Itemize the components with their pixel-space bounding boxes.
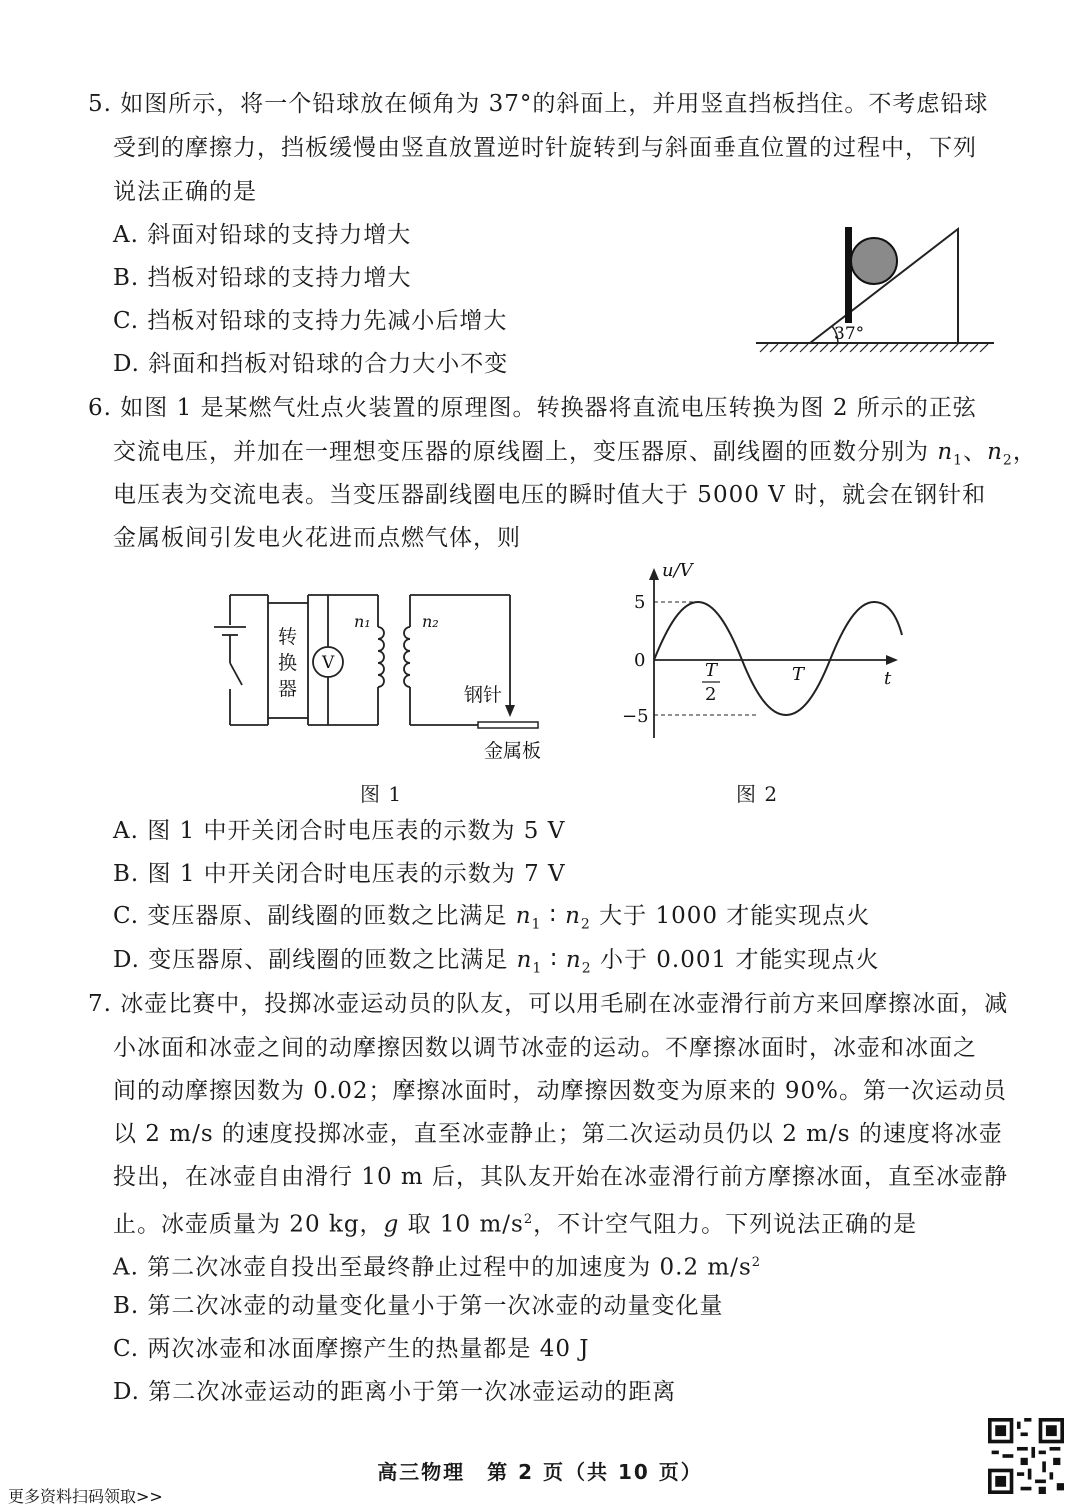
baffle-board bbox=[845, 227, 852, 323]
q7-stem-line-6: 止。冰壶质量为 20 kg，g 取 10 $m/s^2$，不计空气阻力。下列说法正确的是 bbox=[113, 1211, 918, 1238]
converter-label-1: 转 bbox=[278, 626, 298, 648]
q5-option-c: C. 挡板对铅球的支持力先减小后增大 bbox=[113, 308, 508, 334]
n1-label: n₁ bbox=[354, 612, 371, 631]
lead-ball bbox=[851, 238, 897, 284]
sine-curve bbox=[654, 602, 902, 715]
more-materials-note: 更多资料扫码领取>> bbox=[8, 1487, 163, 1506]
q6-stem-line-1: 6. 如图 1 是某燃气灶点火装置的原理图。转换器将直流电压转换为图 2 所示的正弦 bbox=[88, 395, 977, 421]
q5-stem-line-1: 5. 如图所示，将一个铅球放在倾角为 37°的斜面上，并用竖直挡板挡住。不考虑铅球 bbox=[88, 91, 989, 117]
needle-label: 钢针 bbox=[464, 684, 503, 706]
y-axis-label: u/V bbox=[662, 560, 693, 581]
q5-stem-line-2: 受到的摩擦力，挡板缓慢由竖直放置逆时针旋转到与斜面垂直位置的过程中，下列 bbox=[113, 135, 977, 161]
switch-blade bbox=[230, 663, 242, 685]
q7-stem-line-2: 小冰面和冰壶之间的动摩擦因数以调节冰壶的运动。不摩擦冰面时，冰壶和冰面之 bbox=[113, 1035, 977, 1061]
q5-stem-line-3: 说法正确的是 bbox=[113, 179, 257, 205]
primary-coil bbox=[378, 627, 384, 687]
q6-option-d: D. 变压器原、副线圈的匝数之比满足 $n_1$ ∶ $n_2$ 小于 0.001 才能实现点火 bbox=[113, 947, 880, 977]
q6-stem-line-3: 电压表为交流电表。当变压器副线圈电压的瞬时值大于 5000 V 时，就会在钢针和 bbox=[113, 482, 987, 508]
q7-option-a: A. 第二次冰壶自投出至最终静止过程中的加速度为 0.2 $m/s^2$ bbox=[113, 1254, 762, 1281]
x-axis-label: t bbox=[884, 668, 892, 689]
plate-label: 金属板 bbox=[484, 740, 542, 762]
q7-stem-line-1: 7. 冰壶比赛中，投掷冰壶运动员的队友，可以用毛刷在冰壶滑行前方来回摩擦冰面，减 bbox=[88, 991, 1009, 1017]
metal-plate bbox=[478, 722, 538, 728]
figure-2-caption: 图 2 bbox=[736, 782, 779, 806]
angle-label: 37° bbox=[834, 324, 865, 344]
y-axis-arrow bbox=[649, 568, 659, 580]
q7-stem-line-3: 间的动摩擦因数为 0.02；摩擦冰面时，动摩擦因数变为原来的 90%。第一次运动员 bbox=[113, 1078, 1007, 1104]
q6-option-a: A. 图 1 中开关闭合时电压表的示数为 5 V bbox=[113, 818, 566, 844]
q6-sine-figure bbox=[610, 560, 910, 745]
q5-incline-figure bbox=[750, 215, 1000, 360]
steel-needle-tip bbox=[505, 705, 515, 717]
q7-stem-line-4: 以 2 m/s 的速度投掷冰壶，直至冰壶静止；第二次运动员仍以 2 m/s 的速度将冰壶 bbox=[113, 1121, 1003, 1147]
q7-option-b: B. 第二次冰壶的动量变化量小于第一次冰壶的动量变化量 bbox=[113, 1293, 724, 1319]
voltmeter-label: V bbox=[322, 653, 335, 673]
secondary-coil bbox=[404, 627, 410, 687]
y-bottom-tick: −5 bbox=[622, 706, 649, 727]
figure-1-caption: 图 1 bbox=[360, 782, 403, 806]
q6-stem-line-2: 交流电压，并加在一理想变压器的原线圈上，变压器原、副线圈的匝数分别为 $n_1$、$n_2$， bbox=[113, 439, 1037, 469]
qr-code-icon[interactable] bbox=[988, 1418, 1064, 1494]
ground-hatching bbox=[760, 344, 988, 352]
converter-label-3: 器 bbox=[278, 678, 298, 700]
q6-option-b: B. 图 1 中开关闭合时电压表的示数为 7 V bbox=[113, 861, 566, 887]
q5-option-a: A. 斜面对铅球的支持力增大 bbox=[113, 222, 412, 248]
half-period-denominator: 2 bbox=[705, 684, 717, 705]
q7-option-d: D. 第二次冰壶运动的距离小于第一次冰壶运动的距离 bbox=[113, 1379, 677, 1405]
q6-circuit-figure bbox=[200, 585, 570, 770]
n2-label: n₂ bbox=[422, 612, 439, 631]
page-footer: 高三物理 第 2 页（共 10 页） bbox=[377, 1460, 703, 1484]
q6-stem-line-4: 金属板间引发电火花进而点燃气体，则 bbox=[113, 525, 521, 551]
q7-option-c: C. 两次冰壶和冰面摩擦产生的热量都是 40 J bbox=[113, 1336, 590, 1362]
y-top-tick: 5 bbox=[634, 592, 646, 613]
converter-label-2: 换 bbox=[278, 652, 298, 674]
half-period-numerator: T bbox=[705, 660, 718, 681]
q5-option-b: B. 挡板对铅球的支持力增大 bbox=[113, 265, 412, 291]
q7-stem-line-5: 投出，在冰壶自由滑行 10 m 后，其队友开始在冰壶滑行前方摩擦冰面，直至冰壶静 bbox=[113, 1164, 1009, 1190]
y-zero-tick: 0 bbox=[634, 650, 646, 671]
q5-option-d: D. 斜面和挡板对铅球的合力大小不变 bbox=[113, 351, 509, 377]
q6-option-c: C. 变压器原、副线圈的匝数之比满足 $n_1$ ∶ $n_2$ 大于 1000 才能实现点火 bbox=[113, 903, 871, 933]
period-label: T bbox=[792, 664, 805, 685]
x-axis-arrow bbox=[886, 655, 898, 665]
